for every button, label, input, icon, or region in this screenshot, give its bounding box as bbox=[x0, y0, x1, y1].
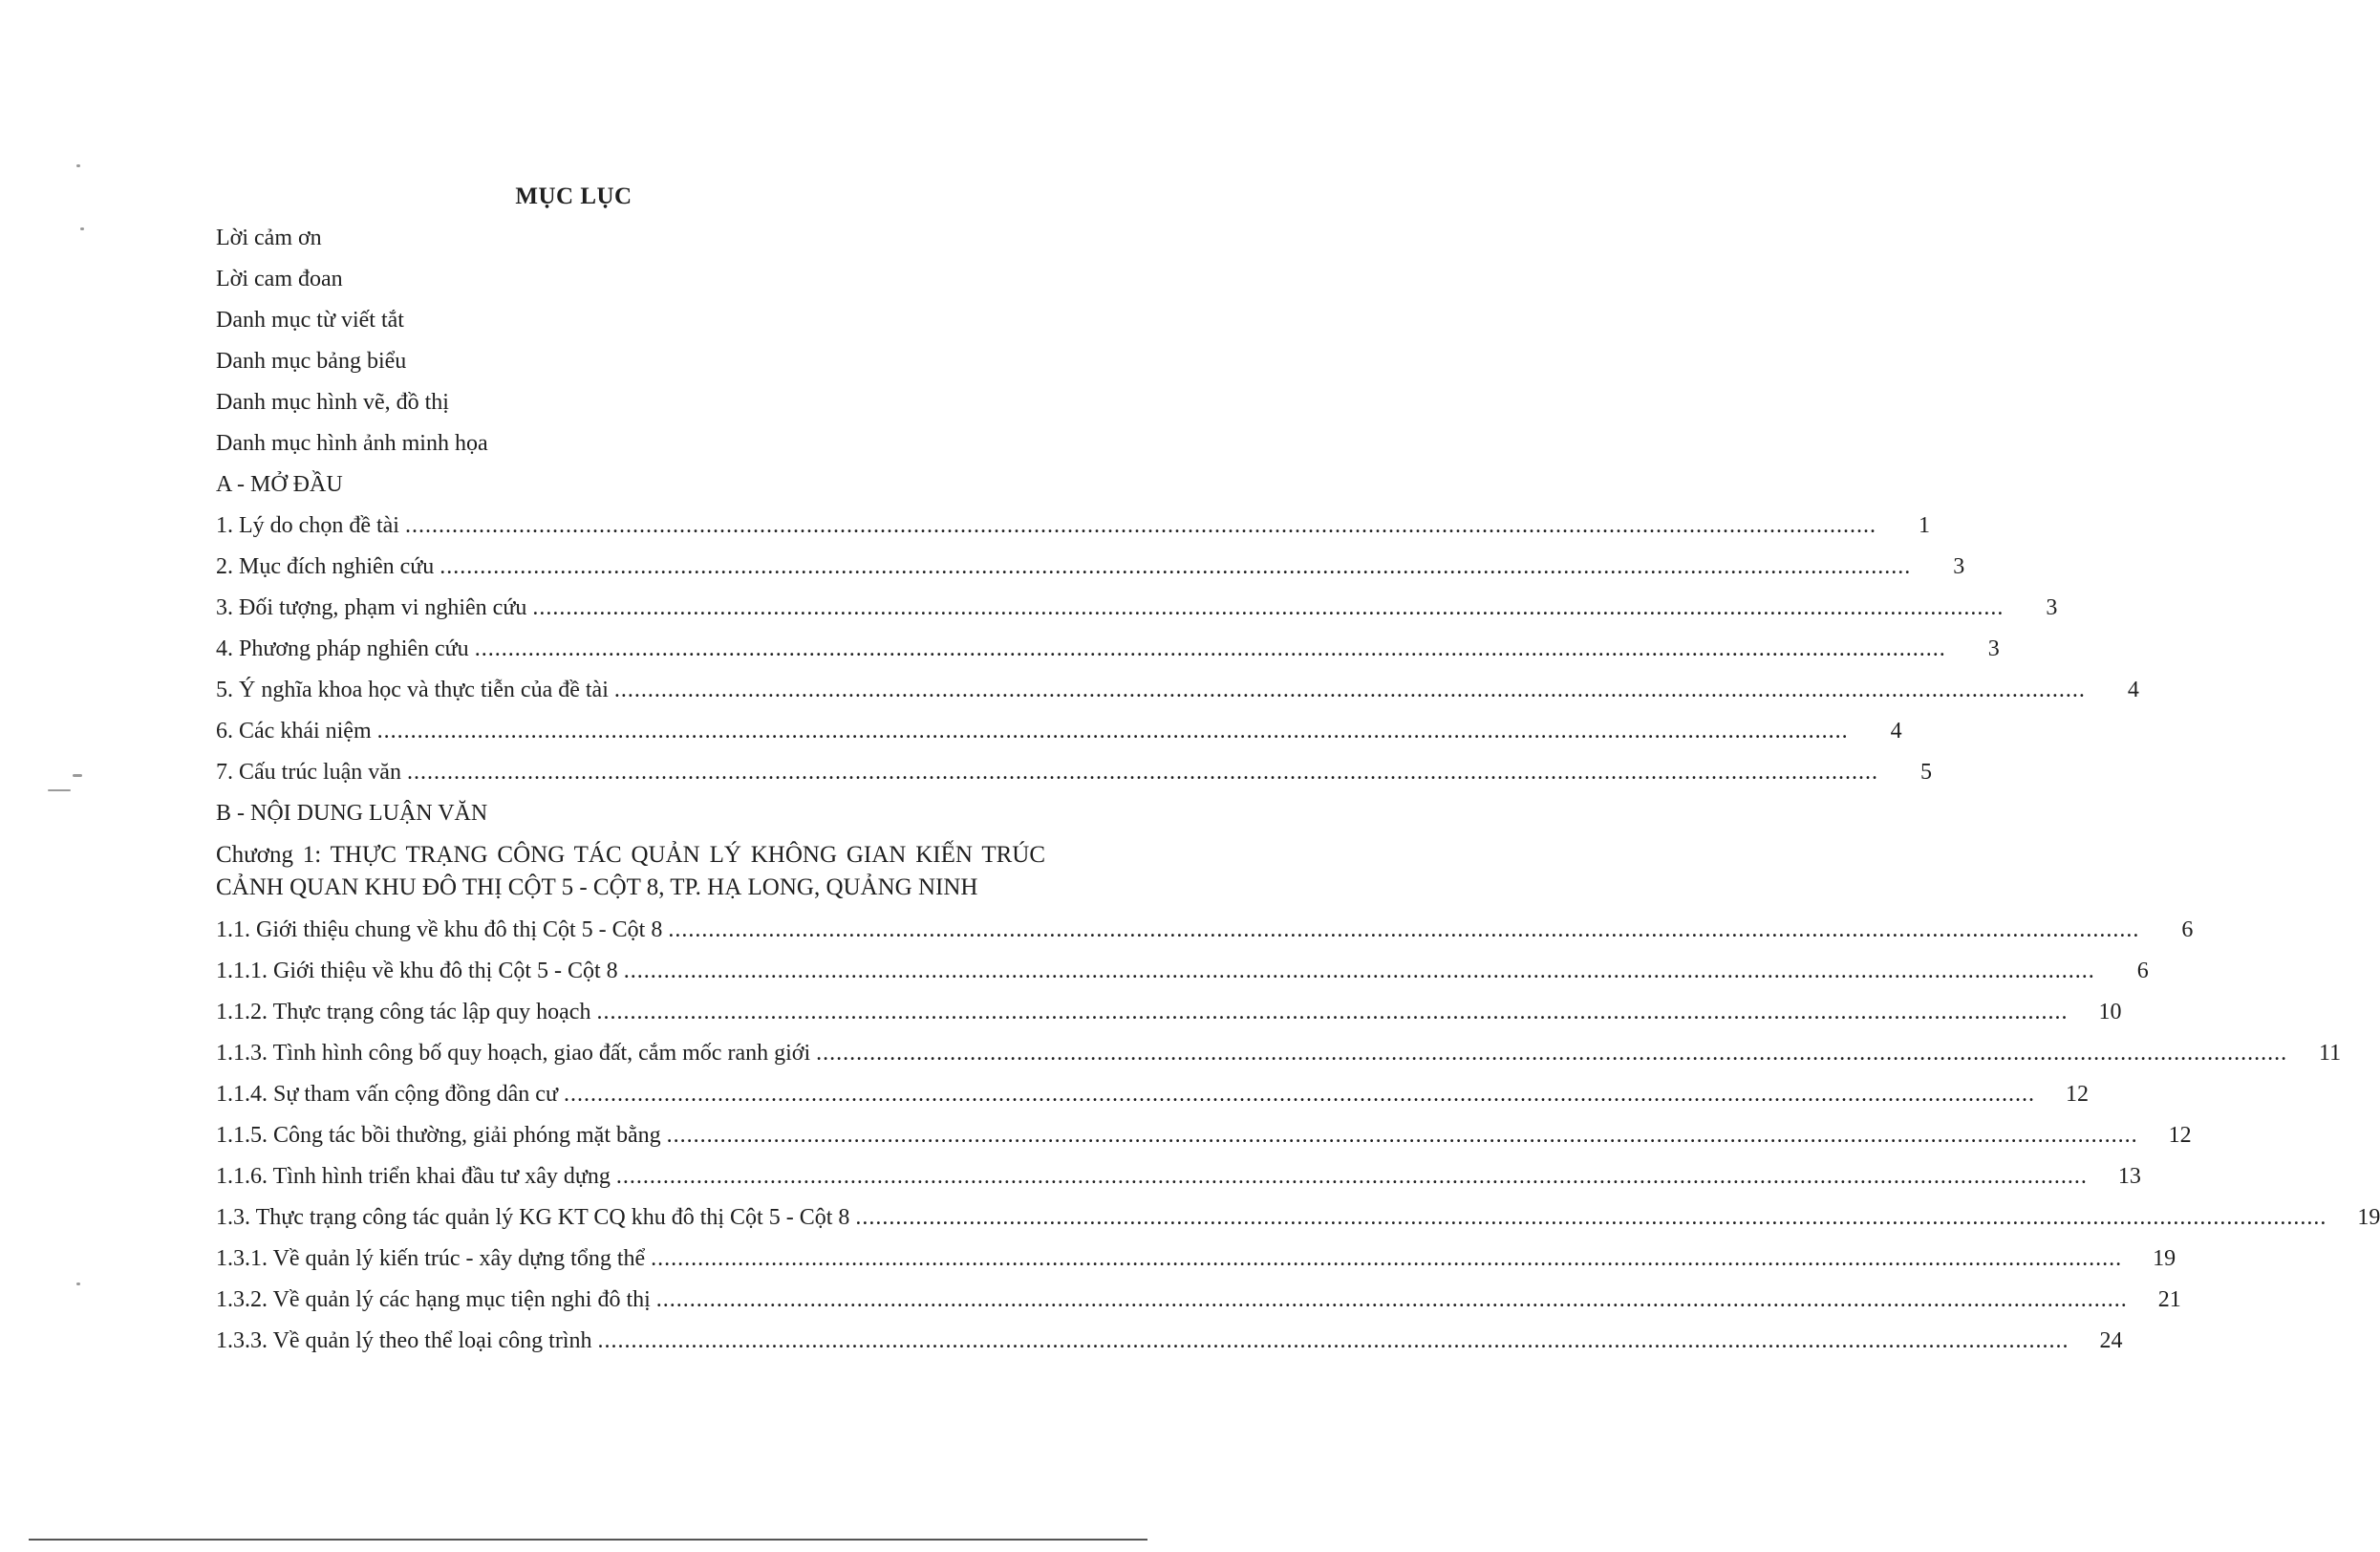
toc-entry[interactable] bbox=[216, 629, 2000, 670]
leader-dots: ............................................................................................................................................................................................................................ bbox=[532, 595, 2005, 620]
front-item[interactable]: Danh mục hình vẽ, đồ thị bbox=[216, 390, 449, 415]
toc-entry-label: 1. Lý do chọn đề tài bbox=[216, 513, 399, 538]
toc-entry-label: 1.3.2. Về quản lý các hạng mục tiện nghi đô thị bbox=[216, 1287, 651, 1312]
page-title: MỤC LỤC bbox=[515, 183, 633, 209]
leader-dots: ............................................................................................................................................................................................................................ bbox=[376, 719, 1849, 744]
scan-speck bbox=[73, 774, 82, 777]
toc-entry-label: 1.1.4. Sự tham vấn cộng đồng dân cư bbox=[216, 1082, 558, 1107]
toc-entry-page: 3 bbox=[1953, 554, 1965, 579]
toc-entry[interactable] bbox=[216, 1074, 2089, 1115]
toc-entry-label: 1.1.5. Công tác bồi thường, giải phóng mặt bằng bbox=[216, 1123, 661, 1148]
toc-entry[interactable] bbox=[216, 992, 2122, 1033]
leader-dots: ............................................................................................................................................................................................................................ bbox=[474, 636, 1946, 661]
scan-speck bbox=[76, 1283, 80, 1285]
toc-entry[interactable] bbox=[216, 951, 2149, 992]
toc-entry[interactable] bbox=[216, 506, 1930, 547]
toc-entry-page: 12 bbox=[2168, 1123, 2192, 1148]
toc-entry-label: 7. Cấu trúc luận văn bbox=[216, 760, 401, 785]
chapter-title[interactable]: Chương 1: THỰC TRẠNG CÔNG TÁC QUẢN LÝ KHÔNG GIAN KIẾN TRÚC CẢNH QUAN KHU ĐÔ THỊ CỘT 5 - CỘT 8, TP. HẠ LONG, QUẢNG NINH bbox=[216, 842, 1045, 900]
toc-entry-label: 1.3.1. Về quản lý kiến trúc - xây dựng tổng thể bbox=[216, 1246, 646, 1271]
front-item[interactable]: Lời cảm ơn bbox=[216, 226, 322, 250]
toc-entry[interactable] bbox=[216, 910, 2194, 951]
scan-speck bbox=[48, 789, 71, 791]
table-of-contents bbox=[216, 218, 2380, 1362]
toc-entry-label: 4. Phương pháp nghiên cứu bbox=[216, 636, 469, 661]
bottom-rule bbox=[29, 1539, 1147, 1541]
toc-entry-label: 1.3.3. Về quản lý theo thể loại công trình bbox=[216, 1328, 592, 1353]
leader-dots: ............................................................................................................................................................................................................................ bbox=[613, 678, 2086, 702]
leader-dots: ............................................................................................................................................................................................................................ bbox=[651, 1246, 2123, 1271]
toc-entry-label: 1.1.3. Tình hình công bố quy hoạch, giao đất, cắm mốc ranh giới bbox=[216, 1041, 811, 1066]
toc-entry-label: 5. Ý nghĩa khoa học và thực tiễn của đề tài bbox=[216, 678, 609, 702]
toc-entry[interactable] bbox=[216, 670, 2139, 711]
leader-dots: ............................................................................................................................................................................................................................ bbox=[668, 917, 2140, 942]
front-item[interactable]: Danh mục bảng biểu bbox=[216, 349, 407, 374]
toc-entry-page: 3 bbox=[2046, 595, 2058, 620]
toc-entry-label: 3. Đối tượng, phạm vi nghiên cứu bbox=[216, 595, 527, 620]
toc-entry-page: 6 bbox=[2181, 917, 2194, 942]
toc-entry-page: 21 bbox=[2157, 1287, 2181, 1312]
leader-dots: ............................................................................................................................................................................................................................ bbox=[597, 1328, 2069, 1353]
leader-dots: ............................................................................................................................................................................................................................ bbox=[816, 1041, 2288, 1066]
leader-dots: ............................................................................................................................................................................................................................ bbox=[855, 1205, 2327, 1230]
toc-entry[interactable] bbox=[216, 1321, 2123, 1362]
toc-entry[interactable] bbox=[216, 1033, 2342, 1074]
toc-entry[interactable] bbox=[216, 1239, 2176, 1280]
scan-speck bbox=[80, 227, 84, 230]
front-item[interactable]: Danh mục hình ảnh minh họa bbox=[216, 431, 488, 456]
toc-entry-page: 13 bbox=[2117, 1164, 2141, 1189]
toc-entry-label: 1.1.1. Giới thiệu về khu đô thị Cột 5 - Cột 8 bbox=[216, 959, 618, 983]
toc-entry[interactable] bbox=[216, 1197, 2380, 1239]
leader-dots: ............................................................................................................................................................................................................................ bbox=[406, 760, 1878, 785]
leader-dots: ............................................................................................................................................................................................................................ bbox=[404, 513, 1876, 538]
leader-dots: ............................................................................................................................................................................................................................ bbox=[655, 1287, 2128, 1312]
toc-entry-label: 2. Mục đích nghiên cứu bbox=[216, 554, 435, 579]
toc-entry-page: 10 bbox=[2098, 1000, 2122, 1024]
leader-dots: ............................................................................................................................................................................................................................ bbox=[440, 554, 1912, 579]
scan-speck bbox=[76, 164, 80, 167]
leader-dots: ............................................................................................................................................................................................................................ bbox=[666, 1123, 2138, 1148]
front-item[interactable]: Lời cam đoan bbox=[216, 267, 343, 291]
toc-entry-page: 24 bbox=[2099, 1328, 2123, 1353]
toc-entry[interactable] bbox=[216, 1156, 2141, 1197]
toc-entry[interactable] bbox=[216, 547, 1965, 588]
toc-entry[interactable] bbox=[216, 752, 1932, 793]
toc-entry-label: 1.1.6. Tình hình triển khai đầu tư xây dựng bbox=[216, 1164, 611, 1189]
toc-entry-label: 6. Các khái niệm bbox=[216, 719, 372, 744]
section-a-heading[interactable]: A - MỞ ĐẦU bbox=[216, 472, 343, 497]
toc-entry[interactable] bbox=[216, 711, 1902, 752]
leader-dots: ............................................................................................................................................................................................................................ bbox=[615, 1164, 2088, 1189]
toc-entry[interactable] bbox=[216, 1115, 2192, 1156]
section-b-heading[interactable]: B - NỘI DUNG LUẬN VĂN bbox=[216, 801, 488, 826]
toc-entry-page: 1 bbox=[1918, 513, 1930, 538]
toc-entry-label: 1.1.2. Thực trạng công tác lập quy hoạch bbox=[216, 1000, 591, 1024]
toc-entry-page: 6 bbox=[2136, 959, 2149, 983]
toc-entry-label: 1.3. Thực trạng công tác quản lý KG KT CQ khu đô thị Cột 5 - Cột 8 bbox=[216, 1205, 850, 1230]
toc-entry-page: 12 bbox=[2065, 1082, 2089, 1107]
toc-entry-label: 1.1. Giới thiệu chung về khu đô thị Cột 5 - Cột 8 bbox=[216, 917, 663, 942]
toc-entry-page: 3 bbox=[1987, 636, 2000, 661]
toc-entry-page: 19 bbox=[2357, 1205, 2380, 1230]
leader-dots: ............................................................................................................................................................................................................................ bbox=[596, 1000, 2069, 1024]
toc-entry-page: 4 bbox=[1890, 719, 1902, 744]
toc-entry[interactable] bbox=[216, 1280, 2181, 1321]
toc-entry-page: 11 bbox=[2319, 1041, 2342, 1066]
leader-dots: ............................................................................................................................................................................................................................ bbox=[623, 959, 2095, 983]
toc-entry-page: 5 bbox=[1919, 760, 1932, 785]
toc-entry[interactable] bbox=[216, 588, 2058, 629]
front-item[interactable]: Danh mục từ viết tắt bbox=[216, 308, 404, 333]
leader-dots: ............................................................................................................................................................................................................................ bbox=[563, 1082, 2035, 1107]
toc-entry-page: 4 bbox=[2127, 678, 2139, 702]
toc-entry-page: 19 bbox=[2153, 1246, 2176, 1271]
